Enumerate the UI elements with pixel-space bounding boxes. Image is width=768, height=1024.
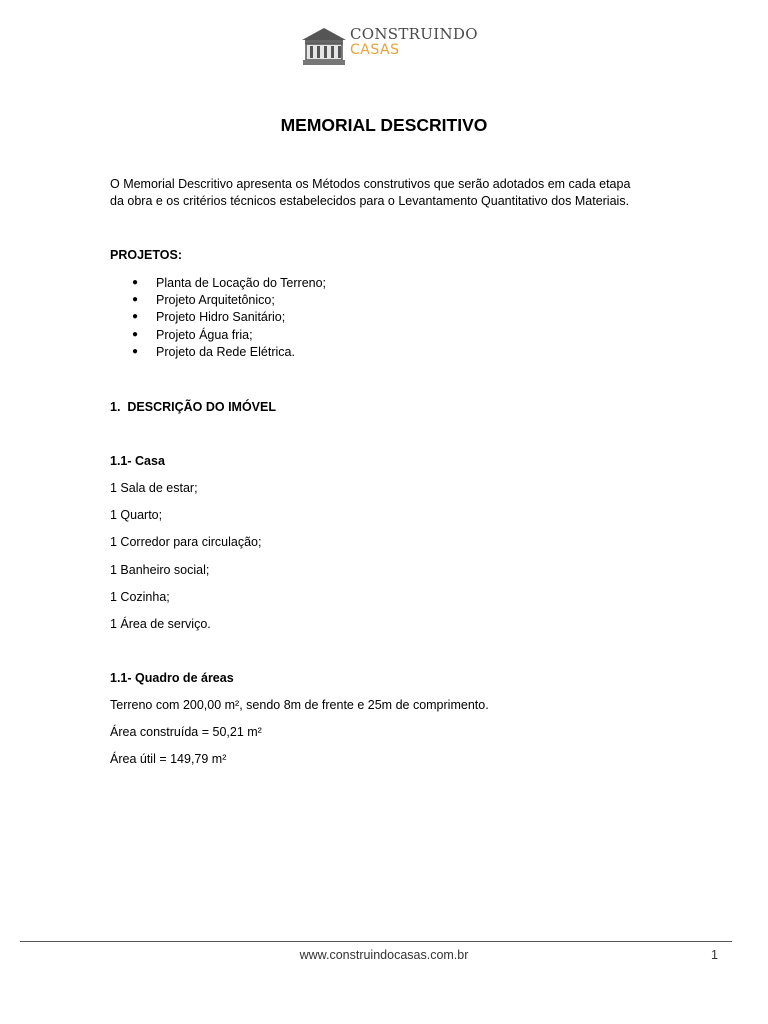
house-icon [300,24,348,68]
intro-paragraph-line-2: da obra e os critérios técnicos estabelecidos para o Levantamento Quantitativo dos Materiais. [110,194,630,208]
casa-heading: 1.1- Casa [110,454,165,468]
footer-divider [20,941,732,942]
casa-item: 1 Banheiro social; [110,563,210,577]
section-1-heading: 1. DESCRIÇÃO DO IMÓVEL [110,400,276,414]
list-item: Projeto da Rede Elétrica. [156,345,295,359]
logo-text-casas: CASAS [350,42,400,58]
bullet-icon: ● [132,311,139,322]
areas-heading: 1.1- Quadro de áreas [110,671,234,685]
areas-item: Terreno com 200,00 m², sendo 8m de frente e 25m de comprimento. [110,698,489,712]
casa-item: 1 Quarto; [110,508,163,522]
header-logo [300,24,478,68]
areas-item: Área útil = 149,79 m² [110,752,227,766]
projects-heading: PROJETOS: [110,248,183,262]
casa-item: 1 Área de serviço. [110,617,211,631]
intro-paragraph-line-1: O Memorial Descritivo apresenta os Métodos construtivos que serão adotados em cada etapa [110,177,631,191]
casa-item: 1 Corredor para circulação; [110,535,262,549]
bullet-icon: ● [132,329,139,340]
document-title: MEMORIAL DESCRITIVO [280,115,488,135]
list-item: Projeto Arquitetônico; [156,293,275,307]
footer-url: www.construindocasas.com.br [299,948,469,962]
bullet-icon: ● [132,294,139,305]
list-item: Planta de Locação do Terreno; [156,276,327,290]
casa-item: 1 Cozinha; [110,590,170,604]
page-number: 1 [711,948,718,962]
list-item: Projeto Água fria; [156,328,253,342]
bullet-icon: ● [132,346,139,357]
logo-text-construindo: CONSTRUINDO [350,25,478,43]
casa-item: 1 Sala de estar; [110,481,198,495]
bullet-icon: ● [132,277,139,288]
areas-item: Área construída = 50,21 m² [110,725,262,739]
list-item: Projeto Hidro Sanitário; [156,310,286,324]
